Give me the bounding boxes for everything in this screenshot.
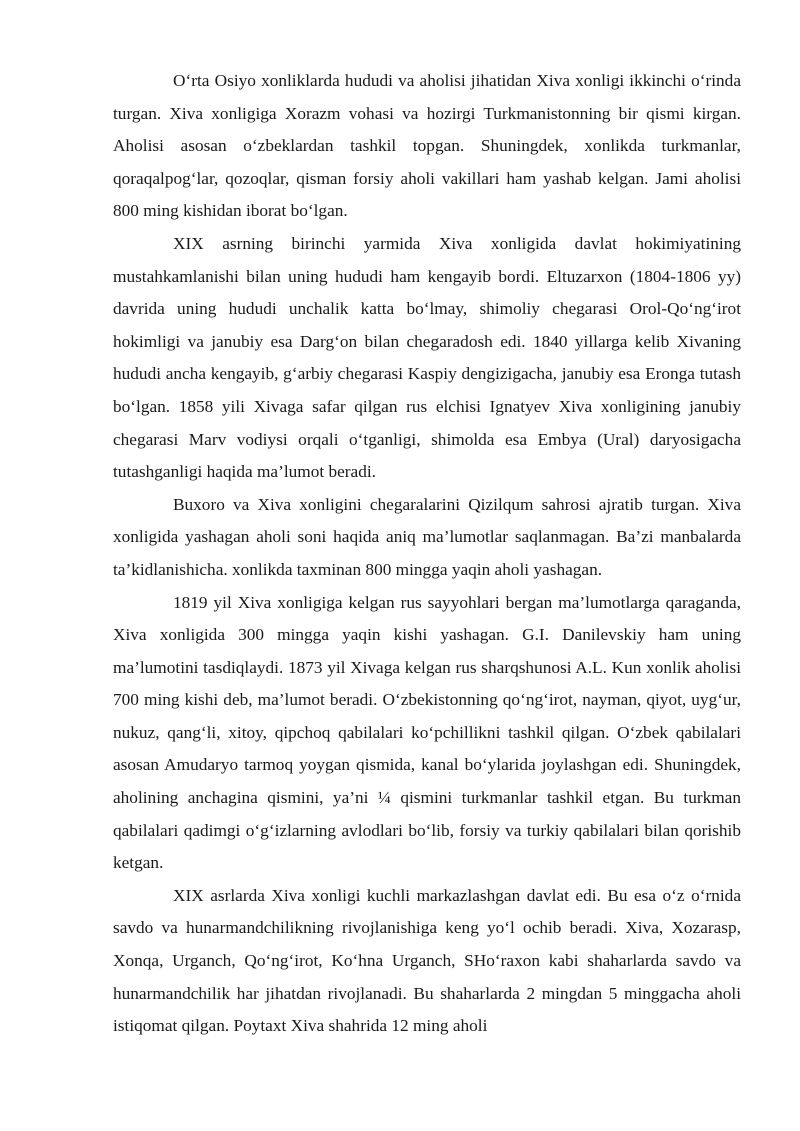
paragraph: XIX asrlarda Xiva xonligi kuchli markazlashgan davlat edi. Bu esa o‘z o‘rnida savdo va hunarmandchilikning rivojlanishiga keng yo‘l ochib beradi. Xiva, Xozarasp, Xonqa, Urganch, Qo‘ng‘irot, Ko‘hna Urganch, SHo‘raxon kabi shaharlarda savdo va hunarmandchilik har jihatdan rivojlanadi. Bu shaharlarda 2 mingdan 5 minggacha aholi istiqomat qilgan. Poytaxt Xiva shahrida 12 ming aholi: [113, 885, 741, 1036]
paragraph: O‘rta Osiyo xonliklarda hududi va aholisi jihatidan Xiva xonligi ikkinchi o‘rinda turgan. Xiva xonligiga Xorazm vohasi va hozirgi Turkmanistonning bir qismi kirgan. Aholisi asosan o‘zbeklardan tashkil topgan. Shuningdek, xonlikda turkmanlar, qoraqalpog‘lar, qozoqlar, qisman forsiy aholi vakillari ham yashab kelgan. Jami aholisi 800 ming kishidan iborat bo‘lgan.: [113, 71, 741, 221]
paragraph: Buxoro va Xiva xonligini chegaralarini Qizilqum sahrosi ajratib turgan. Xiva xonligida yashagan aholi soni haqida aniq ma’lumotlar saqlanmagan. Ba’zi manbalarda ta’kidlanishicha. xonlikda taxminan 800 mingga yaqin aholi yashagan.: [113, 494, 741, 579]
paragraph: 1819 yil Xiva xonligiga kelgan rus sayyohlari bergan ma’lumotlarga qaraganda, Xiva xonligida 300 mingga yaqin kishi yashagan. G.I. Danilevskiy ham uning ma’lumotini tasdiqlaydi. 1873 yil Xivaga kelgan rus sharqshunosi A.L. Kun xonlik aholisi 700 ming kishi deb, ma’lumot beradi. O‘zbekistonning qo‘ng‘irot, nayman, qiyot, uyg‘ur, nukuz, qang‘li, xitoy, qipchoq qabilalari ko‘pchillikni tashkil qilgan. O‘zbek qabilalari asosan Amudaryo tarmoq yoygan qismida, kanal bo‘ylarida joylashgan edi. Shuningdek, aholining anchagina qismini, ya’ni ¼ qismini turkmanlar tashkil etgan. Bu turkman qabilalari qadimgi o‘g‘izlarning avlodlari bo‘lib, forsiy va turkiy qabilalari bilan qorishib ketgan.: [113, 592, 741, 873]
document-page: [113, 65, 741, 1043]
paragraph: XIX asrning birinchi yarmida Xiva xonligida davlat hokimiyatining mustahkamlanishi bilan uning hududi ham kengayib bordi. Eltuzarxon (1804-1806 yy) davrida uning hududi unchalik katta bo‘lmay, shimoliy chegarasi Orol-Qo‘ng‘irot hokimligi va janubiy esa Darg‘on bilan chegaradosh edi. 1840 yillarga kelib Xivaning hududi ancha kengayib, g‘arbiy chegarasi Kaspiy dengizigacha, janubiy esa Eronga tutash bo‘lgan. 1858 yili Xivaga safar qilgan rus elchisi Ignatyev Xiva xonligining janubiy chegarasi Marv vodiysi orqali o‘tganligi, shimolda esa Embya (Ural) daryosigacha tutashganligi haqida ma’lumot beradi.: [113, 233, 741, 482]
